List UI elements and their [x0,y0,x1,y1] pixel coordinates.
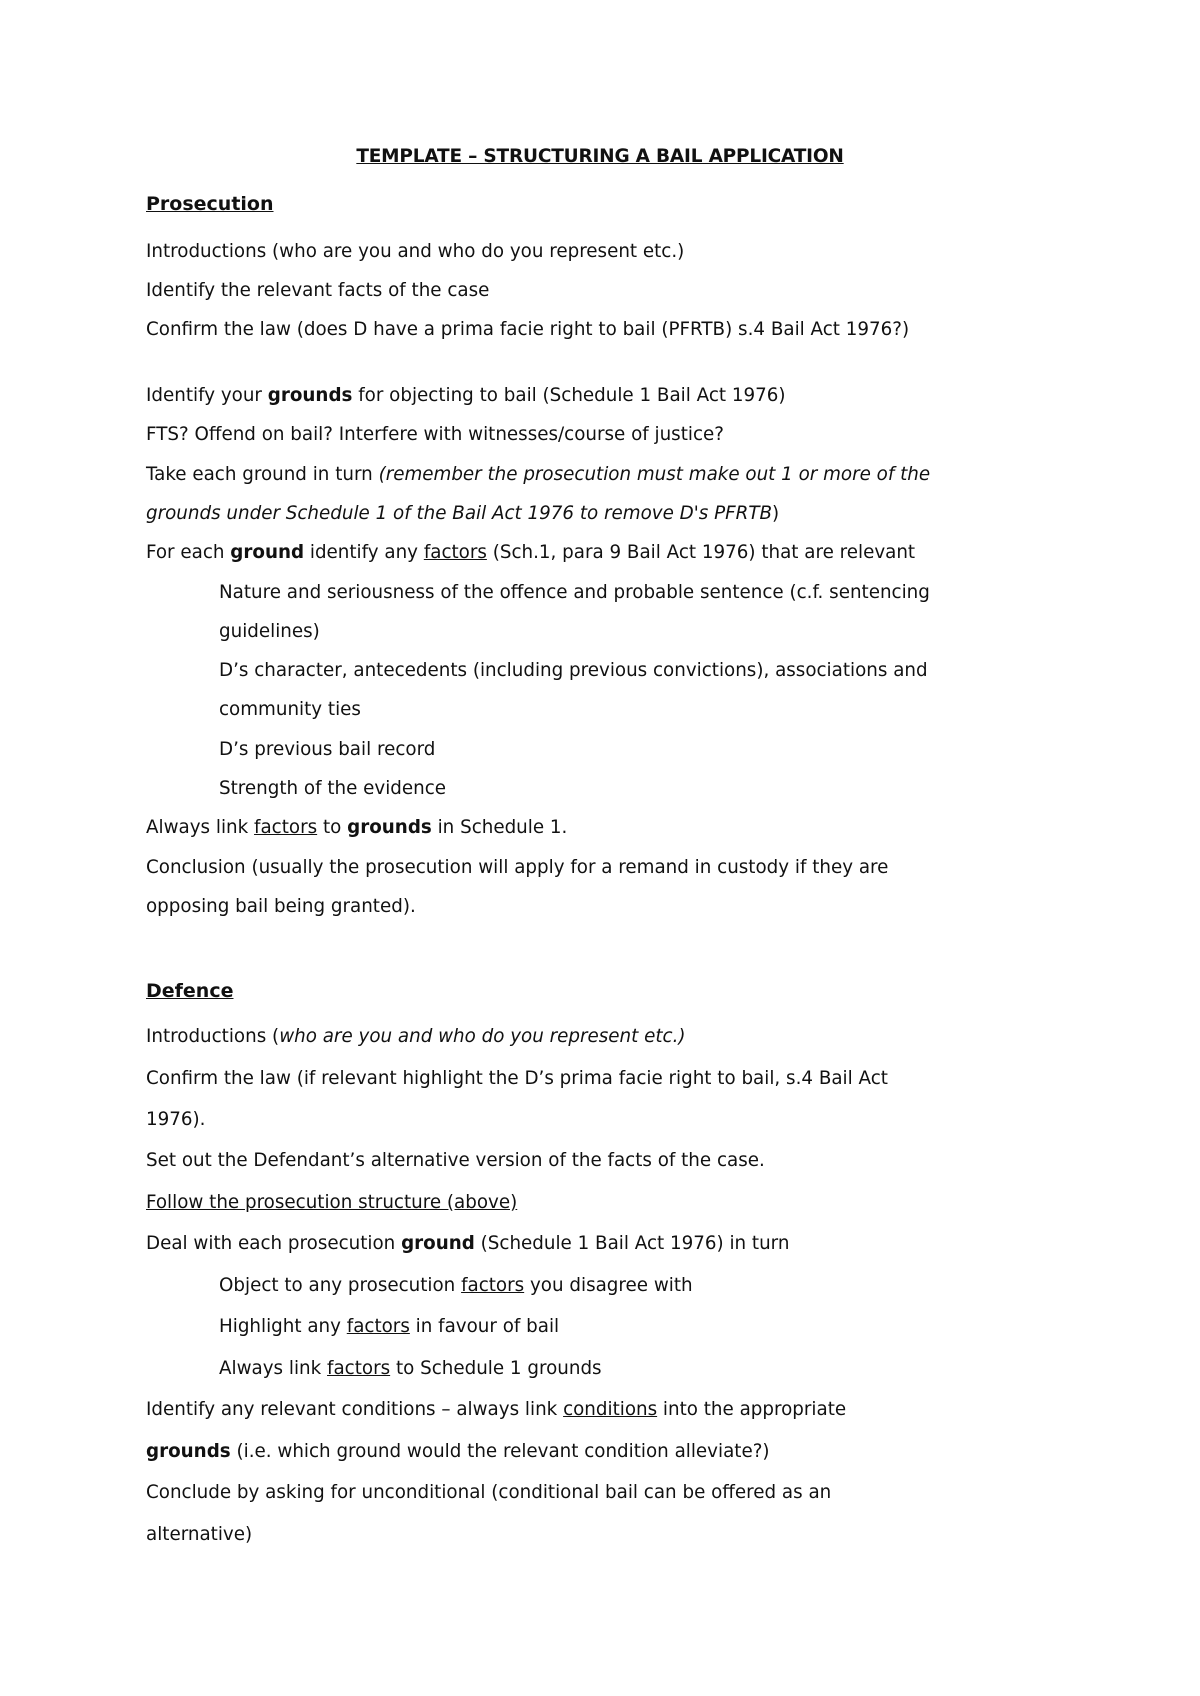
defence-always-link: Always link factors to Schedule 1 grounds [219,1358,602,1379]
document-title: TEMPLATE – STRUCTURING A BAIL APPLICATION [356,146,844,167]
defence-deal-each: Deal with each prosecution ground (Schedule 1 Bail Act 1976) in turn [146,1233,790,1254]
prosecution-intro: Introductions (who are you and who do you represent etc.) [146,241,685,262]
factor-item: guidelines) [219,621,320,642]
factor-item: community ties [219,699,361,720]
defence-conditions-2: grounds (i.e. which ground would the relevant condition alleviate?) [146,1441,770,1462]
defence-law-1: Confirm the law (if relevant highlight the D’s prima facie right to bail, s.4 Bail Act [146,1068,888,1089]
defence-heading: Defence [146,980,234,1002]
factor-item: Nature and seriousness of the offence and probable sentence (c.f. sentencing [219,582,930,603]
prosecution-fts: FTS? Offend on bail? Interfere with witnesses/course of justice? [146,424,724,445]
defence-conditions-1: Identify any relevant conditions – always link conditions into the appropriate [146,1399,847,1420]
factor-item: D’s previous bail record [219,739,436,760]
defence-highlight: Highlight any factors in favour of bail [219,1316,560,1337]
prosecution-facts: Identify the relevant facts of the case [146,280,490,301]
defence-intro: Introductions (who are you and who do you represent etc.) [146,1026,686,1047]
prosecution-grounds: Identify your grounds for objecting to bail (Schedule 1 Bail Act 1976) [146,385,786,406]
prosecution-take-each-2: grounds under Schedule 1 of the Bail Act 1976 to remove D's PFRTB) [146,503,780,524]
defence-set-out: Set out the Defendant’s alternative version of the facts of the case. [146,1150,765,1171]
defence-conclude-2: alternative) [146,1524,253,1545]
defence-follow-structure: Follow the prosecution structure (above) [146,1192,518,1213]
prosecution-heading: Prosecution [146,193,274,215]
defence-conclude-1: Conclude by asking for unconditional (conditional bail can be offered as an [146,1482,832,1503]
factor-item: D’s character, antecedents (including previous convictions), associations and [219,660,928,681]
factor-item: Strength of the evidence [219,778,447,799]
defence-object: Object to any prosecution factors you disagree with [219,1275,693,1296]
prosecution-law: Confirm the law (does D have a prima facie right to bail (PFRTB) s.4 Bail Act 1976?) [146,319,910,340]
prosecution-conclusion-2: opposing bail being granted). [146,896,416,917]
prosecution-for-each: For each ground identify any factors (Sch.1, para 9 Bail Act 1976) that are relevant [146,542,916,563]
prosecution-take-each-1: Take each ground in turn (remember the prosecution must make out 1 or more of the [146,464,931,485]
prosecution-conclusion-1: Conclusion (usually the prosecution will apply for a remand in custody if they are [146,857,889,878]
prosecution-link: Always link factors to grounds in Schedule 1. [146,817,568,838]
defence-law-2: 1976). [146,1109,206,1130]
